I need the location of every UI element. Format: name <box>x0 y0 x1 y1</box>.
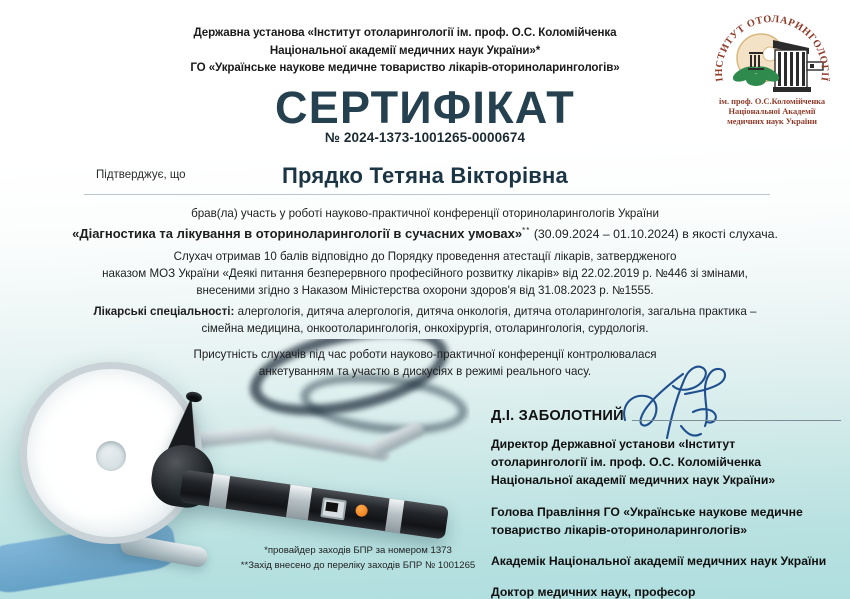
event-line <box>0 222 850 243</box>
footnote-2: **Захід внесено до переліку заходів БПР № 1001265 <box>240 559 476 571</box>
footnote-1: *провайдер заходів БПР за номером 1373 <box>264 545 452 556</box>
emblem-subtitle-line-2: Національної Академії <box>728 107 816 116</box>
certificate-number: № 2024-1373-1001265-0000674 <box>324 130 526 145</box>
signature-name-row <box>491 408 841 424</box>
signatory-role-chairman <box>491 503 841 539</box>
specialties-line-1: алергологія, дитяча алергологія, дитяча онкологія, дитяча отоларингологія, загальна практика – <box>237 305 757 318</box>
signatory-role-academician: Академік Національної академії медичних наук України <box>491 554 827 569</box>
confirm-label: Підтверджує, що <box>96 169 186 181</box>
points-line-1: Слухач отримав 10 балів відповідно до Порядку проведення атестації лікарів, затвердженого <box>173 250 677 263</box>
recipient-name: Прядко Тетяна Вікторівна <box>282 163 568 188</box>
event-title: «Діагностика та лікування в оториноларингології в сучасних умовах» <box>72 226 523 242</box>
signature-block <box>491 408 841 599</box>
points-line-2: наказом МОЗ України «Деякі питання безперервного професійного розвитку лікарів» від 22.02.2019 р. №446 зі змінами, <box>102 267 748 281</box>
event-title-footnote-marks: ** <box>522 226 531 235</box>
signatory-role-director-line-1: Директор Державної установи «Інститут <box>491 437 736 451</box>
emblem-arc-text: ІНСТИТУТ ОТОЛАРИНГОЛОГІЇ <box>713 13 831 83</box>
organisation-header <box>130 24 680 77</box>
points-paragraph <box>0 248 850 300</box>
footnotes <box>218 544 498 573</box>
event-role: в якості слухача. <box>682 227 778 242</box>
signatory-name: Д.І. ЗАБОЛОТНИЙ <box>491 408 624 424</box>
signature-underline <box>632 420 841 421</box>
organisation-line-2: Національної академії медичних наук України»* <box>269 43 541 57</box>
presence-line-1: Присутність слухачів під час роботи науково-практичної конференції контролювалася <box>193 348 657 361</box>
divider-rule <box>84 194 770 195</box>
signatory-role-director-line-3: Національної академії медичних наук України» <box>491 473 776 488</box>
emblem-subtitle-line-3: медичних наук України <box>727 117 817 126</box>
specialties-line-2: сімейна медицина, онкоотоларингологія, онкохірургія, отоларингологія, сурдологія. <box>201 322 649 336</box>
points-line-3: внесеними згідно з Наказом Міністерства охорони здоров'я від 31.08.2023 р. №1555. <box>196 284 654 298</box>
organisation-line-1: Державна установа «Інститут отоларингології ім. проф. О.С. Коломійченка <box>193 26 617 39</box>
event-dates: (30.09.2024 – 01.10.2024) <box>533 227 679 242</box>
presence-line-2: анкетуванням та участю в дискусіях в режимі реального часу. <box>258 365 592 379</box>
organisation-line-3: ГО «Українське наукове медичне товариство лікарів-оториноларингологів» <box>190 61 620 74</box>
emblem-subtitle-line-1: ім. проф. О.С.Коломійченка <box>718 97 826 106</box>
signatory-role-director-line-2: отоларингології ім. проф. О.С. Коломійченка <box>491 455 761 470</box>
specialties-paragraph <box>0 303 850 337</box>
specialties-label: Лікарські спеціальності: <box>93 305 235 318</box>
participation-intro: брав(ла) участь у роботі науково-практичної конференції оториноларингологів України <box>191 207 659 220</box>
signatory-role-chairman-line-1: Голова Правління ГО «Українське наукове медичне <box>491 504 803 519</box>
presence-paragraph <box>0 346 850 380</box>
signatory-role-chairman-line-2: товариство лікарів-оториноларингологів» <box>491 522 748 537</box>
signatory-role-director <box>491 435 841 490</box>
signatory-role-professor: Доктор медичних наук, професор <box>491 585 696 599</box>
certificate-title: СЕРТИФІКАТ <box>275 82 575 133</box>
